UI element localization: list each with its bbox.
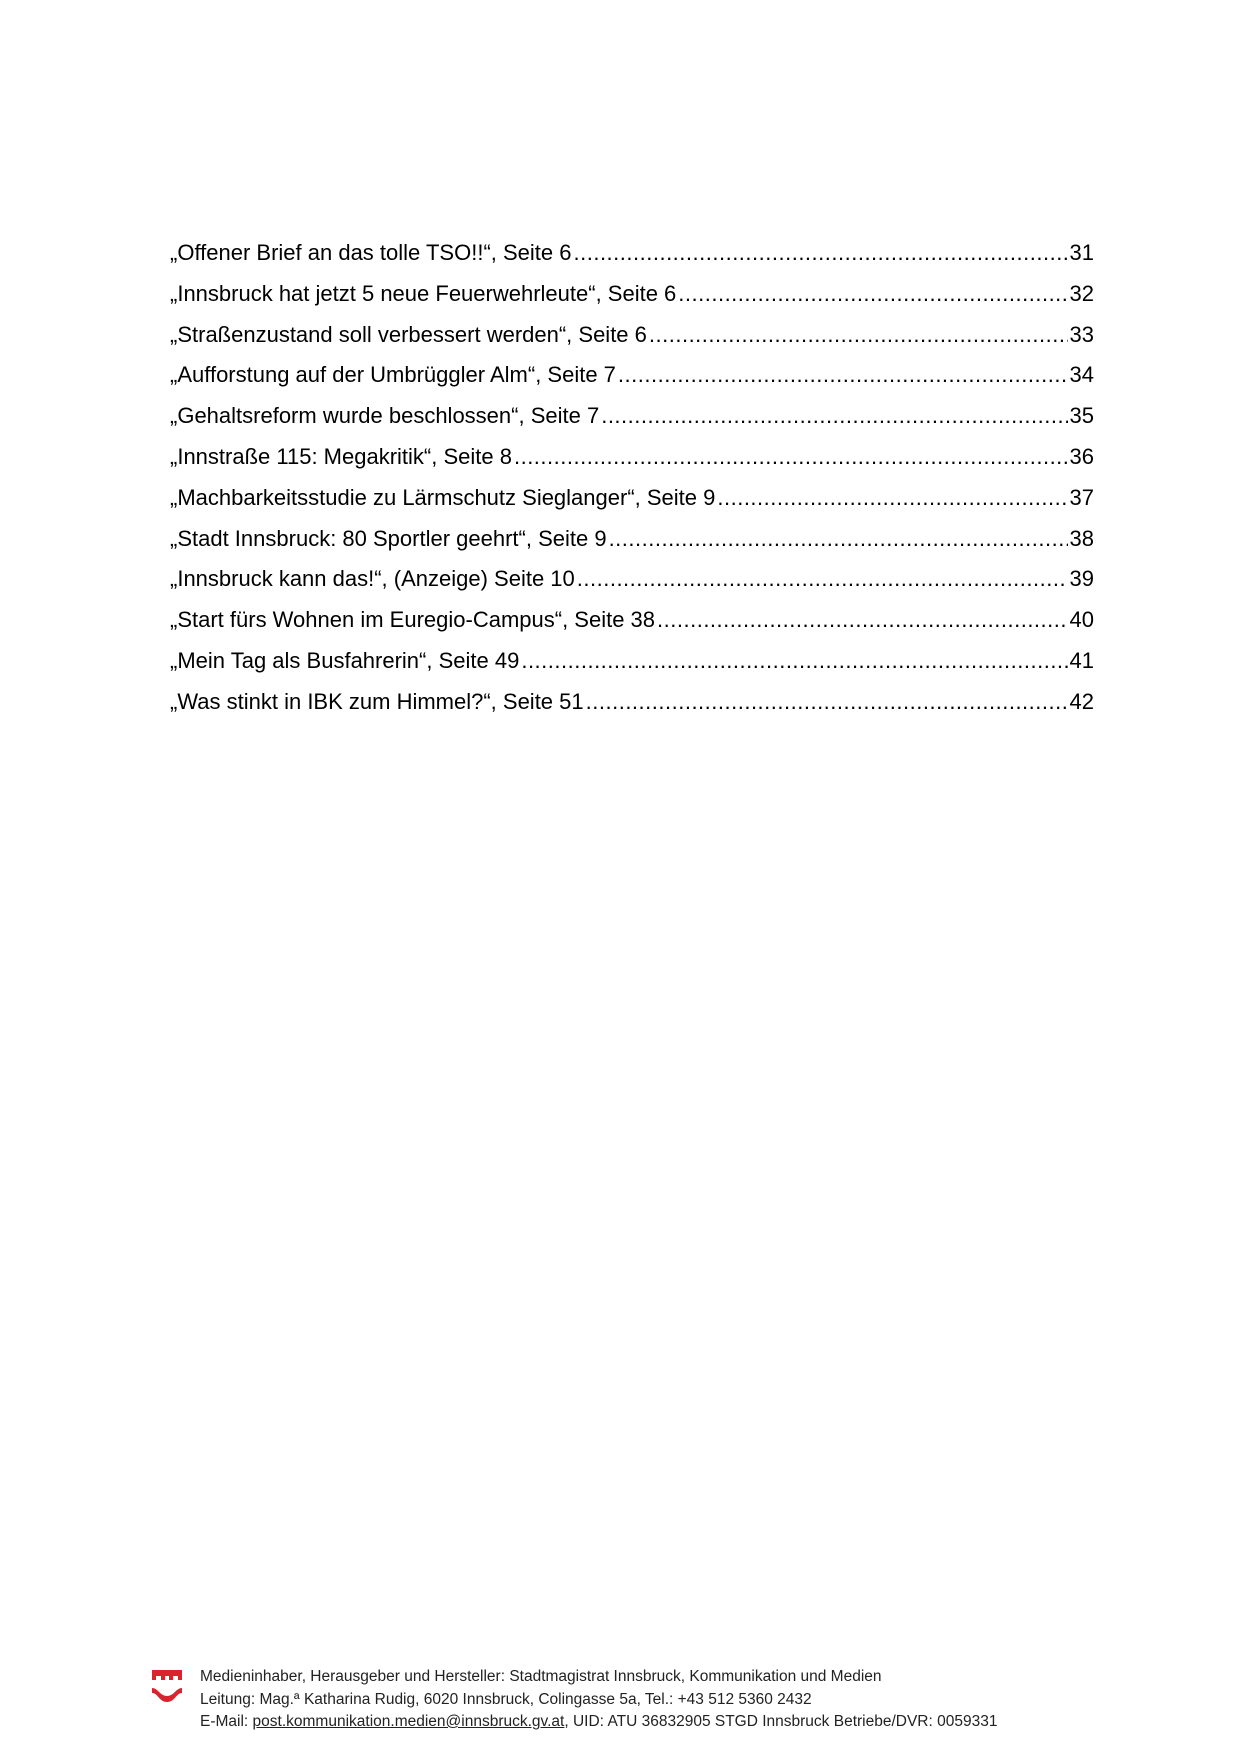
toc-entry[interactable] [170, 600, 1094, 641]
footer-email-label: E-Mail: [200, 1713, 253, 1730]
toc-entry-title: „Innsbruck hat jetzt 5 neue Feuerwehrleute“, Seite 6 [170, 280, 677, 306]
toc-entry-title: „Innstraße 115: Megakritik“, Seite 8 [170, 443, 512, 469]
toc-entry-page-number: 39 [1069, 566, 1094, 592]
toc-entry[interactable] [170, 641, 1094, 682]
toc-entry-page-number: 35 [1069, 403, 1094, 429]
innsbruck-bridge-logo-icon [150, 1666, 184, 1706]
footer-line-publisher: Medieninhaber, Herausgeber und Hersteller: Stadtmagistrat Innsbruck, Kommunikation und Medien [200, 1668, 882, 1685]
toc-entry-page-number: 40 [1069, 607, 1094, 633]
toc-entry-page-number: 38 [1069, 525, 1094, 551]
toc-dot-leader [657, 600, 1067, 641]
toc-entry[interactable] [170, 233, 1094, 274]
toc-entry[interactable] [170, 315, 1094, 356]
toc-entry-page-number: 42 [1069, 688, 1094, 714]
toc-dot-leader [574, 233, 1068, 274]
toc-dot-leader [521, 641, 1067, 682]
toc-entry-title: „Innsbruck kann das!“, (Anzeige) Seite 10 [170, 566, 575, 592]
toc-dot-leader [609, 519, 1068, 560]
toc-entry-title: „Offener Brief an das tolle TSO!!“, Seite 6 [170, 240, 572, 265]
toc-entry-title: „Was stinkt in IBK zum Himmel?“, Seite 51 [170, 688, 584, 714]
toc-dot-leader [586, 682, 1068, 723]
toc-entry-title: „Aufforstung auf der Umbrüggler Alm“, Seite 7 [170, 362, 616, 388]
toc-dot-leader [717, 478, 1067, 519]
toc-entry[interactable] [170, 559, 1094, 600]
toc-entry-title: „Start fürs Wohnen im Euregio-Campus“, Seite 38 [170, 607, 656, 633]
toc-dot-leader [678, 274, 1067, 315]
toc-entry[interactable] [170, 274, 1094, 315]
toc-entry-title: „Machbarkeitsstudie zu Lärmschutz Sieglanger“, Seite 9 [170, 484, 716, 510]
page-footer [150, 1666, 1100, 1746]
toc-entry[interactable] [170, 682, 1094, 723]
toc-entry-page-number: 33 [1069, 321, 1094, 347]
toc-dot-leader [577, 559, 1068, 600]
toc-entry-page-number: 32 [1069, 280, 1094, 306]
toc-entry-page-number: 41 [1069, 647, 1094, 673]
toc-dot-leader [618, 355, 1068, 396]
toc-entry-title: „Gehaltsreform wurde beschlossen“, Seite 7 [170, 403, 600, 429]
toc-entry[interactable] [170, 396, 1094, 437]
toc-entry-page-number: 37 [1069, 484, 1094, 510]
toc-entry-page-number: 31 [1069, 240, 1094, 265]
footer-line-management: Leitung: Mag.ª Katharina Rudig, 6020 Innsbruck, Colingasse 5a, Tel.: +43 512 5360 2432 [200, 1690, 812, 1708]
toc-entry[interactable] [170, 355, 1094, 396]
footer-imprint [200, 1666, 997, 1734]
toc-dot-leader [601, 396, 1067, 437]
toc-entry-title: „Stadt Innsbruck: 80 Sportler geehrt“, Seite 9 [170, 525, 607, 551]
footer-line-contact [200, 1711, 997, 1734]
footer-registration-info: , UID: ATU 36832905 STGD Innsbruck Betriebe/DVR: 0059331 [564, 1713, 998, 1730]
toc-entry-page-number: 36 [1069, 443, 1094, 469]
footer-email-link[interactable]: post.kommunikation.medien@innsbruck.gv.at [252, 1713, 565, 1730]
toc-entry-title: „Mein Tag als Busfahrerin“, Seite 49 [170, 647, 520, 673]
toc-entry[interactable] [170, 478, 1094, 519]
toc-entry-title: „Straßenzustand soll verbessert werden“, Seite 6 [170, 321, 647, 347]
toc-entry[interactable] [170, 437, 1094, 478]
toc-dot-leader [514, 437, 1068, 478]
table-of-contents [170, 233, 1094, 723]
toc-entry-page-number: 34 [1069, 362, 1094, 388]
toc-entry[interactable] [170, 519, 1094, 560]
toc-dot-leader [649, 315, 1068, 356]
